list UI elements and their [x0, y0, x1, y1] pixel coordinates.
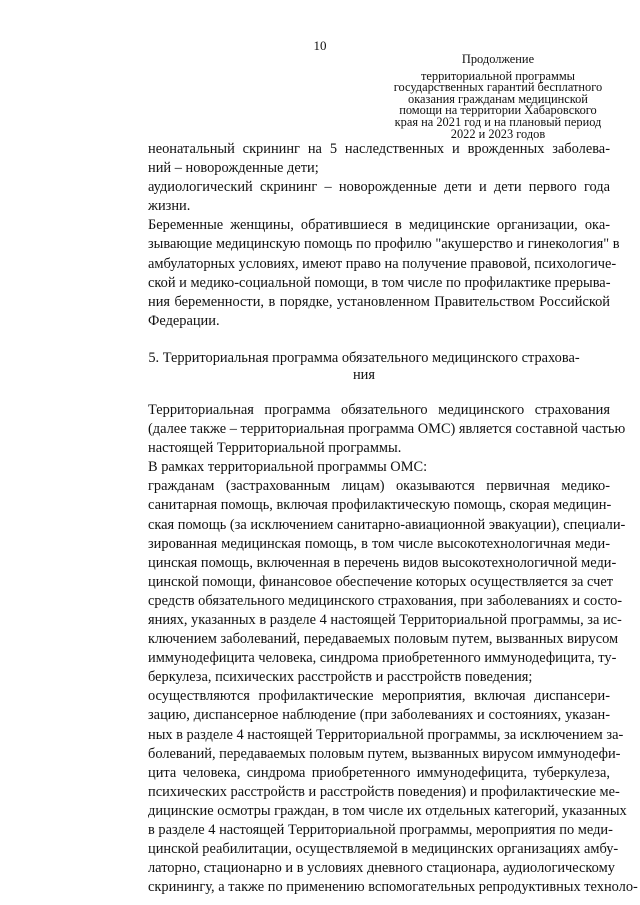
text-line: санитарная помощь, включая профилактическую помощь, скорая медицин- — [148, 497, 612, 514]
heading-line: ния — [352, 366, 376, 383]
text-line: беркулеза, психических расстройств и расстройств поведения; — [148, 669, 533, 686]
header-line: 2022 и 2023 годов — [450, 126, 546, 141]
document-body — [118, 140, 638, 897]
text-line: В рамках территориальной программы ОМС: — [148, 459, 428, 476]
text-line: ключением заболеваний, передаваемых половым путем, вызванных вирусом — [148, 631, 619, 648]
paragraph-oms-program — [118, 401, 626, 458]
text-line: психических расстройств и расстройств поведения) и профилактические ме- — [148, 783, 620, 800]
text-line: зированная медицинская помощь, в том числе высокотехнологичная меди- — [148, 535, 610, 552]
text-line: неонатальный скрининг на 5 наследственных и врожденных заболева- — [148, 141, 610, 157]
header-line: государственных гарантий бесплатного — [393, 80, 603, 95]
text-line: настоящей Территориальной программы. — [148, 440, 402, 457]
heading-line: 5. Территориальная программа обязательного медицинского страхова- — [148, 349, 580, 366]
text-line: цинской реабилитации, осуществляемой в медицинских организациях амбу- — [148, 841, 619, 858]
header-line: территориальной программы — [420, 68, 575, 83]
text-line: ний – новорожденные дети; — [148, 160, 319, 177]
header-line: Продолжение — [461, 52, 535, 66]
paragraph-audiological-screening — [118, 178, 610, 216]
header-line: края на 2021 год и на плановый период — [394, 114, 602, 129]
text-line: иммунодефицита человека, синдрома приобретенного иммунодефицита, ту- — [148, 650, 617, 667]
text-line: ской и медико-социальной помощи, в том числе по профилактике прерыва- — [148, 274, 611, 291]
continuation-header — [378, 54, 618, 140]
text-line: жизни. — [148, 198, 191, 215]
section-heading — [118, 350, 610, 384]
text-line: цинская помощь, включенная в перечень видов высокотехнологичной меди- — [148, 554, 617, 571]
text-line: Федерации. — [148, 312, 220, 329]
text-line: болеваний, передаваемых половым путем, вызванных вирусом иммунодефи- — [148, 745, 621, 762]
text-line: латорно, стационарно и в условиях дневного стационара, аудиологическому — [148, 860, 615, 877]
paragraph-neonatal-screening — [118, 140, 610, 178]
page-number: 10 — [313, 38, 327, 53]
text-line: ных в разделе 4 настоящей Территориальной программы, за исключением за- — [148, 726, 624, 743]
paragraph-preventive-measures — [118, 687, 638, 897]
text-line: средств обязательного медицинского страхования, при заболеваниях и состо- — [148, 592, 623, 609]
text-line: ния беременности, в порядке, установленном Правительством Российской — [148, 293, 610, 310]
text-line: цита человека, синдрома приобретенного иммунодефицита, туберкулеза, — [148, 764, 610, 781]
text-line: осуществляются профилактические мероприятия, включая диспансери- — [148, 688, 610, 705]
header-line: оказания гражданам медицинской — [408, 91, 588, 106]
text-line: зывающие медицинскую помощь по профилю "акушерство и гинекология" в — [148, 236, 620, 253]
text-line: дицинские осмотры граждан, в том числе их отдельных категорий, указанных — [148, 802, 627, 819]
paragraph-pregnant-women — [118, 216, 620, 331]
header-line: помощи на территории Хабаровского — [399, 103, 597, 118]
text-line: ская помощь (за исключением санитарно-авиационной эвакуации), специали- — [148, 516, 626, 533]
text-line: зацию, диспансерное наблюдение (при заболеваниях и состояниях, указан- — [148, 707, 610, 724]
text-line: амбулаторных условиях, имеют право на получение правовой, психологиче- — [148, 255, 617, 272]
text-line: аудиологический скрининг – новорожденные дети и дети первого года — [148, 179, 610, 196]
text-line: яниях, указанных в разделе 4 настоящей Территориальной программы, за ис- — [148, 611, 622, 628]
text-line: цинской помощи, финансовое обеспечение которых осуществляется за счет — [148, 573, 614, 590]
text-line: Территориальная программа обязательного медицинского страхования — [148, 401, 610, 418]
text-line: в разделе 4 настоящей Территориальной программы, мероприятия по меди- — [148, 822, 613, 838]
paragraph-oms-scope — [118, 458, 610, 477]
text-line: Беременные женщины, обратившиеся в медицинские организации, ока- — [148, 217, 610, 234]
text-line: гражданам (застрахованным лицам) оказываются первичная медико- — [148, 478, 610, 495]
text-line: скринингу, а также по применению вспомогательных репродуктивных техноло- — [148, 879, 638, 896]
text-line: (далее также – территориальная программа ОМС) является составной частью — [148, 421, 626, 438]
paragraph-citizens-care — [118, 477, 626, 687]
